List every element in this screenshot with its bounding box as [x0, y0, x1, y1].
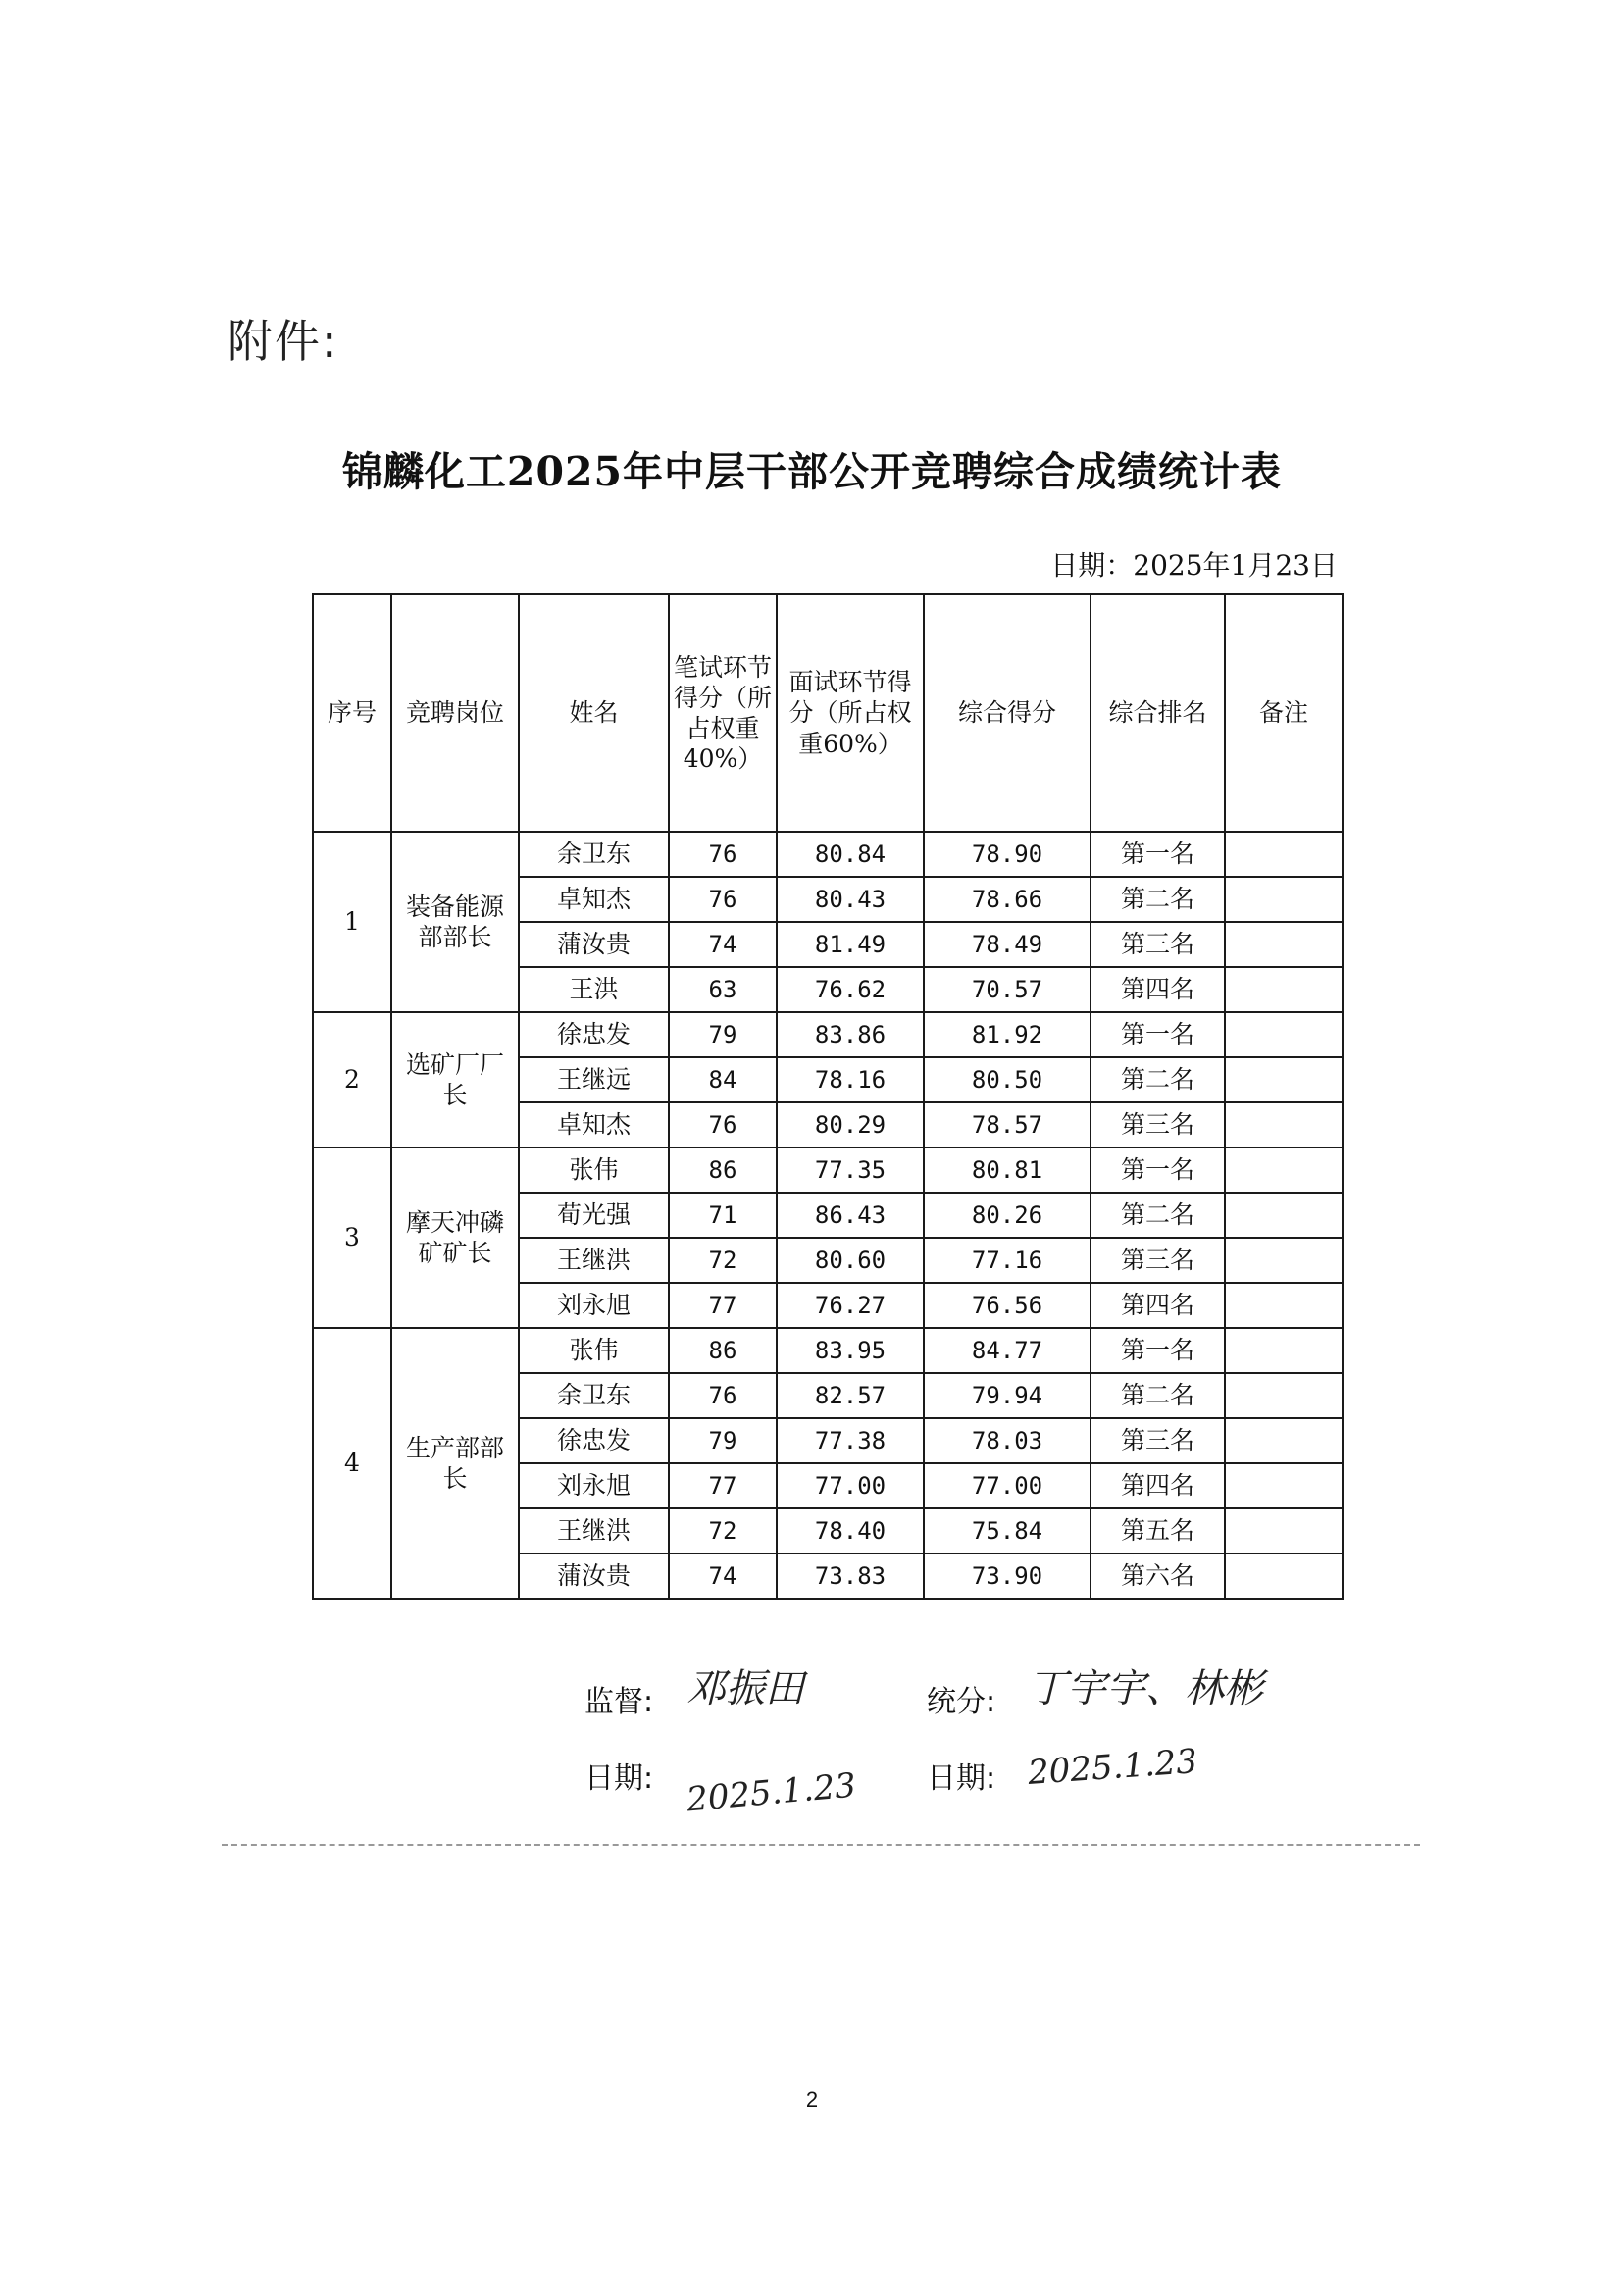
cell-total-score: 78.03 — [924, 1418, 1091, 1463]
cell-note — [1225, 1238, 1343, 1283]
cell-total-score: 77.00 — [924, 1463, 1091, 1508]
cell-written-score: 76 — [669, 832, 777, 877]
cell-total-score: 76.56 — [924, 1283, 1091, 1328]
cell-interview-score: 76.27 — [777, 1283, 924, 1328]
cell-group-position: 选矿厂厂长 — [391, 1012, 519, 1147]
cell-rank: 第五名 — [1091, 1508, 1225, 1554]
cell-total-score: 80.50 — [924, 1057, 1091, 1102]
cell-written-score: 86 — [669, 1147, 777, 1193]
cell-rank: 第三名 — [1091, 1238, 1225, 1283]
cell-written-score: 74 — [669, 1554, 777, 1599]
cell-rank: 第二名 — [1091, 877, 1225, 922]
cell-total-score: 78.49 — [924, 922, 1091, 967]
cell-interview-score: 81.49 — [777, 922, 924, 967]
table-row — [313, 1012, 1343, 1057]
cell-total-score: 70.57 — [924, 967, 1091, 1012]
scorer-label: 统分: — [927, 1685, 996, 1719]
score-table — [312, 593, 1344, 1600]
cell-note — [1225, 832, 1343, 877]
cell-written-score: 72 — [669, 1508, 777, 1554]
header-position: 竞聘岗位 — [391, 594, 519, 832]
cell-rank: 第二名 — [1091, 1373, 1225, 1418]
cell-total-score: 77.16 — [924, 1238, 1091, 1283]
document-title: 锦麟化工2025年中层干部公开竞聘综合成绩统计表 — [341, 448, 1283, 495]
cell-written-score: 77 — [669, 1463, 777, 1508]
cell-written-score: 74 — [669, 922, 777, 967]
cell-interview-score: 77.00 — [777, 1463, 924, 1508]
cell-interview-score: 77.38 — [777, 1418, 924, 1463]
cell-name: 荀光强 — [519, 1193, 669, 1238]
supervisor-signature: 邓振田 — [686, 1666, 804, 1711]
cell-interview-score: 80.60 — [777, 1238, 924, 1283]
header-interview-score: 面试环节得分（所占权重60%） — [777, 594, 924, 832]
cell-written-score: 79 — [669, 1012, 777, 1057]
cell-written-score: 76 — [669, 1102, 777, 1147]
scorer-block — [927, 1677, 995, 1720]
cell-total-score: 79.94 — [924, 1373, 1091, 1418]
cell-total-score: 75.84 — [924, 1508, 1091, 1554]
header-rank: 综合排名 — [1091, 594, 1225, 832]
cell-total-score: 78.66 — [924, 877, 1091, 922]
cell-total-score: 78.57 — [924, 1102, 1091, 1147]
cell-rank: 第三名 — [1091, 1418, 1225, 1463]
cell-note — [1225, 1554, 1343, 1599]
date-label-right: 日期: — [927, 1761, 996, 1796]
cell-rank: 第六名 — [1091, 1554, 1225, 1599]
cell-written-score: 72 — [669, 1238, 777, 1283]
cell-group-position: 摩天冲磷矿矿长 — [391, 1147, 519, 1328]
cell-name: 蒲汝贵 — [519, 1554, 669, 1599]
supervisor-label: 监督: — [584, 1685, 654, 1719]
cell-group-index: 1 — [313, 832, 391, 1012]
page-number: 2 — [805, 2087, 819, 2112]
cell-rank: 第二名 — [1091, 1057, 1225, 1102]
table-body — [313, 832, 1343, 1599]
document-date: 日期：2025年1月23日 — [1050, 549, 1338, 582]
cell-written-score: 76 — [669, 877, 777, 922]
cell-written-score: 76 — [669, 1373, 777, 1418]
cell-interview-score: 80.43 — [777, 877, 924, 922]
cell-name: 卓知杰 — [519, 877, 669, 922]
cell-rank: 第四名 — [1091, 1463, 1225, 1508]
cell-name: 刘永旭 — [519, 1463, 669, 1508]
cell-interview-score: 77.35 — [777, 1147, 924, 1193]
header-total-score: 综合得分 — [924, 594, 1091, 832]
cell-name: 徐忠发 — [519, 1418, 669, 1463]
cell-rank: 第四名 — [1091, 967, 1225, 1012]
cell-interview-score: 76.62 — [777, 967, 924, 1012]
cell-interview-score: 80.84 — [777, 832, 924, 877]
cell-group-index: 2 — [313, 1012, 391, 1147]
cell-note — [1225, 1418, 1343, 1463]
attachment-label: 附件: — [228, 315, 339, 368]
date-handwritten-right: 2025.1.23 — [1026, 1742, 1199, 1793]
cell-note — [1225, 1283, 1343, 1328]
cell-group-position: 装备能源部部长 — [391, 832, 519, 1012]
cell-written-score: 63 — [669, 967, 777, 1012]
cell-total-score: 78.90 — [924, 832, 1091, 877]
cell-name: 王继远 — [519, 1057, 669, 1102]
table-row — [313, 1328, 1343, 1373]
cell-total-score: 80.26 — [924, 1193, 1091, 1238]
date-right-block — [927, 1754, 995, 1797]
supervisor-block — [584, 1677, 653, 1720]
header-index: 序号 — [313, 594, 391, 832]
cell-total-score: 73.90 — [924, 1554, 1091, 1599]
cell-note — [1225, 1508, 1343, 1554]
date-handwritten-left: 2025.1.23 — [685, 1765, 858, 1820]
cell-note — [1225, 1147, 1343, 1193]
cell-written-score: 86 — [669, 1328, 777, 1373]
cell-name: 张伟 — [519, 1328, 669, 1373]
cell-group-index: 4 — [313, 1328, 391, 1599]
header-note: 备注 — [1225, 594, 1343, 832]
cell-name: 王洪 — [519, 967, 669, 1012]
cell-note — [1225, 922, 1343, 967]
cell-rank: 第四名 — [1091, 1283, 1225, 1328]
cell-rank: 第一名 — [1091, 1328, 1225, 1373]
date-left-block — [584, 1754, 653, 1797]
cell-name: 王继洪 — [519, 1238, 669, 1283]
cell-interview-score: 86.43 — [777, 1193, 924, 1238]
cell-written-score: 77 — [669, 1283, 777, 1328]
cell-interview-score: 82.57 — [777, 1373, 924, 1418]
cell-interview-score: 80.29 — [777, 1102, 924, 1147]
cell-note — [1225, 1463, 1343, 1508]
cell-total-score: 84.77 — [924, 1328, 1091, 1373]
cell-name: 蒲汝贵 — [519, 922, 669, 967]
table-row — [313, 832, 1343, 877]
cell-name: 卓知杰 — [519, 1102, 669, 1147]
cell-written-score: 71 — [669, 1193, 777, 1238]
cell-note — [1225, 1193, 1343, 1238]
cell-rank: 第一名 — [1091, 1012, 1225, 1057]
cell-note — [1225, 1328, 1343, 1373]
header-name: 姓名 — [519, 594, 669, 832]
table-header-row — [313, 594, 1343, 832]
cell-written-score: 79 — [669, 1418, 777, 1463]
cell-name: 刘永旭 — [519, 1283, 669, 1328]
cell-interview-score: 78.40 — [777, 1508, 924, 1554]
cell-rank: 第一名 — [1091, 1147, 1225, 1193]
table-row — [313, 1147, 1343, 1193]
cell-interview-score: 73.83 — [777, 1554, 924, 1599]
cell-name: 余卫东 — [519, 832, 669, 877]
cell-rank: 第三名 — [1091, 1102, 1225, 1147]
cell-name: 王继洪 — [519, 1508, 669, 1554]
cell-rank: 第三名 — [1091, 922, 1225, 967]
cell-note — [1225, 1102, 1343, 1147]
cell-written-score: 84 — [669, 1057, 777, 1102]
cell-group-index: 3 — [313, 1147, 391, 1328]
cell-group-position: 生产部部长 — [391, 1328, 519, 1599]
cell-name: 余卫东 — [519, 1373, 669, 1418]
cell-name: 徐忠发 — [519, 1012, 669, 1057]
cell-rank: 第二名 — [1091, 1193, 1225, 1238]
cell-note — [1225, 1012, 1343, 1057]
cell-total-score: 81.92 — [924, 1012, 1091, 1057]
cell-note — [1225, 1057, 1343, 1102]
cell-rank: 第一名 — [1091, 832, 1225, 877]
divider-line — [222, 1844, 1420, 1846]
scorer-signature: 丁宇宇、林彬 — [1028, 1666, 1263, 1711]
cell-interview-score: 78.16 — [777, 1057, 924, 1102]
cell-interview-score: 83.95 — [777, 1328, 924, 1373]
cell-note — [1225, 967, 1343, 1012]
cell-interview-score: 83.86 — [777, 1012, 924, 1057]
cell-name: 张伟 — [519, 1147, 669, 1193]
cell-total-score: 80.81 — [924, 1147, 1091, 1193]
date-label-left: 日期: — [584, 1761, 654, 1796]
header-written-score: 笔试环节得分（所占权重40%） — [669, 594, 777, 832]
cell-note — [1225, 877, 1343, 922]
cell-note — [1225, 1373, 1343, 1418]
